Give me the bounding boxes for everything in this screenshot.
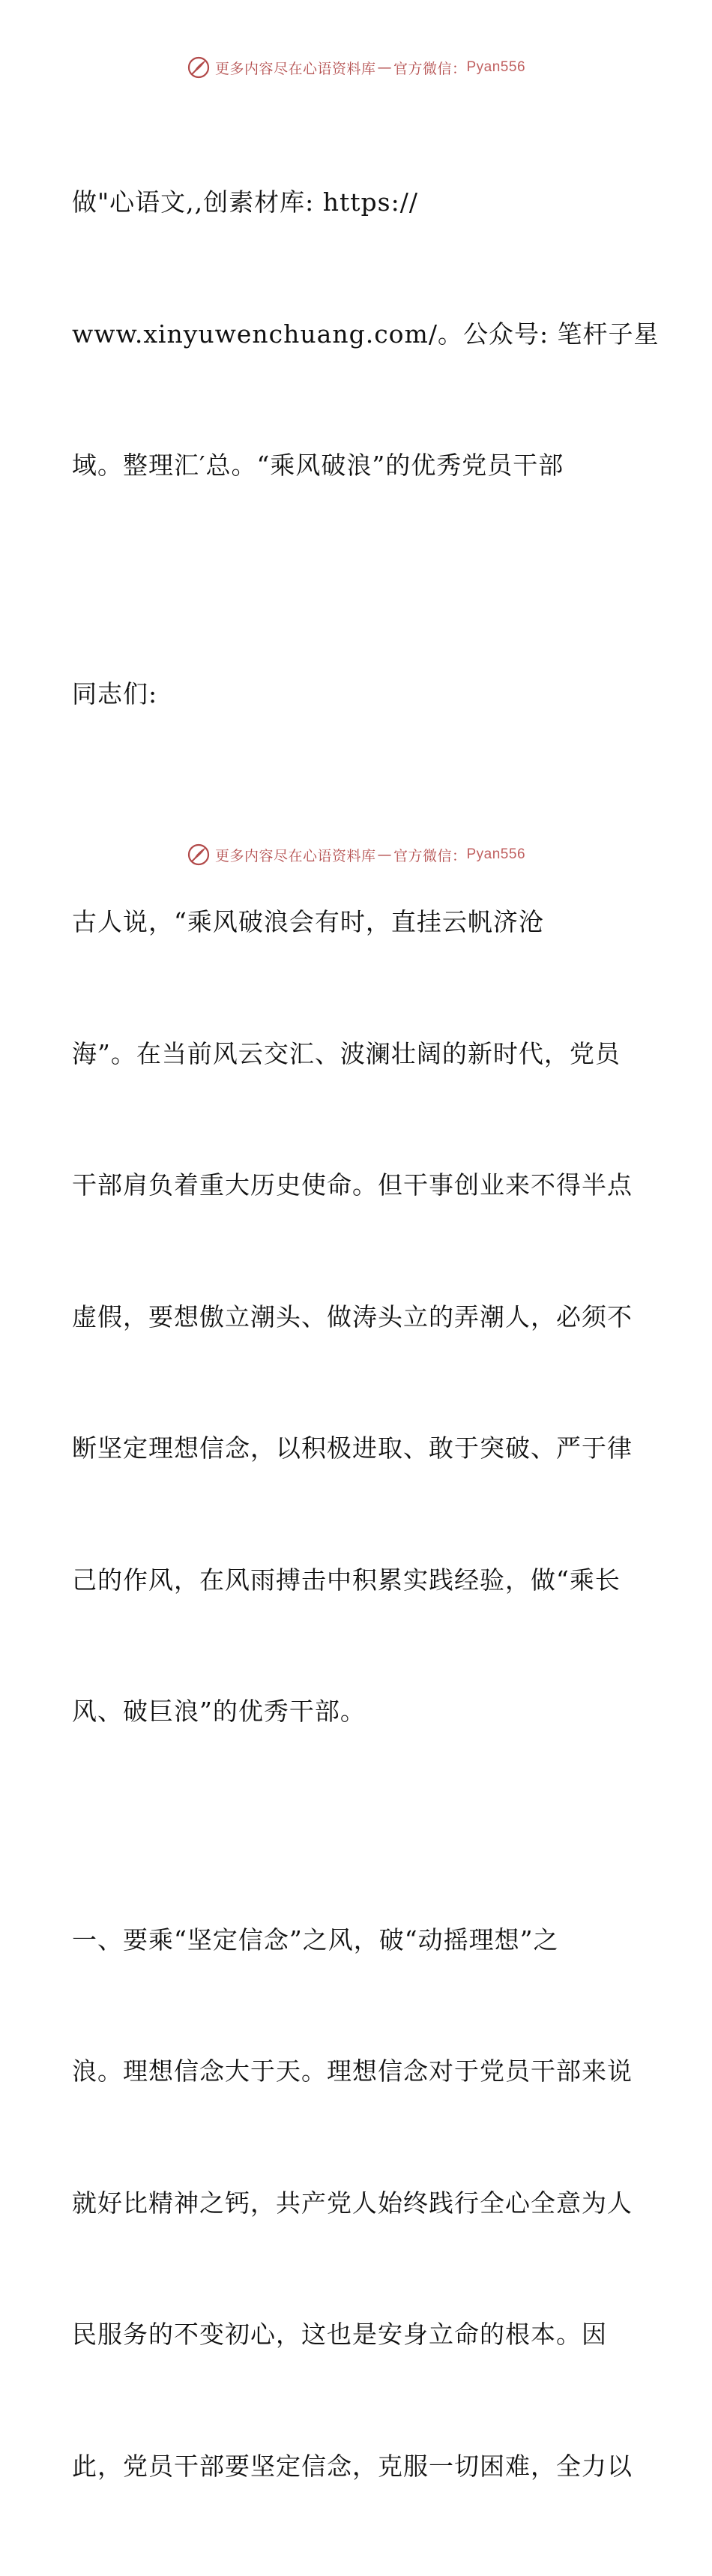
intro-line: 域。整理汇′总。“乘风破浪”的优秀党员干部 [72,444,642,488]
paragraph-line: 风、破巨浪”的优秀干部。 [72,1690,642,1734]
intro-paragraph [72,93,642,576]
watermark-label: 官方微信： [393,58,467,78]
intro-line: 做"心语文,,创素材库: https:// [72,181,642,225]
quill-logo-icon [187,55,211,79]
paragraph-1 [72,813,642,1822]
watermark-handle: Pyan556 [467,59,526,76]
paragraph-line: 己的作风，在风雨搏击中积累实践经验，做“乘长 [72,1559,642,1603]
watermark-handle: Pyan556 [467,846,526,863]
watermark-text: 更多内容尽在心语资料库 [215,845,376,865]
watermark-separator: — [377,59,392,76]
watermark-separator: — [377,846,392,863]
intro-line: www.xinyuwenchuang.com/。公众号: 笔杆子星 [72,313,642,357]
paragraph-line: 虚假，要想傲立潮头、做涛头立的弄潮人，必须不 [72,1295,642,1340]
watermark-text: 更多内容尽在心语资料库 [215,58,376,78]
document-body [72,93,642,2576]
paragraph-line: 海”。在当前风云交汇、波澜壮阔的新时代，党员 [72,1032,642,1077]
quill-logo-icon [187,843,211,867]
paragraph-line: 一、要乘“坚定信念”之风，破“动摇理想”之 [72,1919,642,1963]
footer-watermark [0,840,712,870]
paragraph-2 [72,1831,642,2576]
paragraph-line: 此，党员干部要坚定信念，克服一切困难，全力以 [72,2445,642,2489]
paragraph-line: 民服务的不变初心，这也是安身立命的根本。因 [72,2313,642,2357]
watermark-label: 官方微信： [393,845,467,865]
greeting [72,585,642,804]
paragraph-line: 断坚定理想信念，以积极进取、敢于突破、严于律 [72,1427,642,1471]
paragraph-line: 浪。理想信念大于天。理想信念对于党员干部来说 [72,2050,642,2094]
header-watermark [0,52,712,82]
paragraph-line: 古人说，“乘风破浪会有时，直挂云帆济沧 [72,900,642,945]
greeting-line: 同志们: [72,672,642,717]
paragraph-line: 干部肩负着重大历史使命。但干事创业来不得半点 [72,1164,642,1208]
paragraph-line: 就好比精神之钙，共产党人始终践行全心全意为人 [72,2182,642,2226]
